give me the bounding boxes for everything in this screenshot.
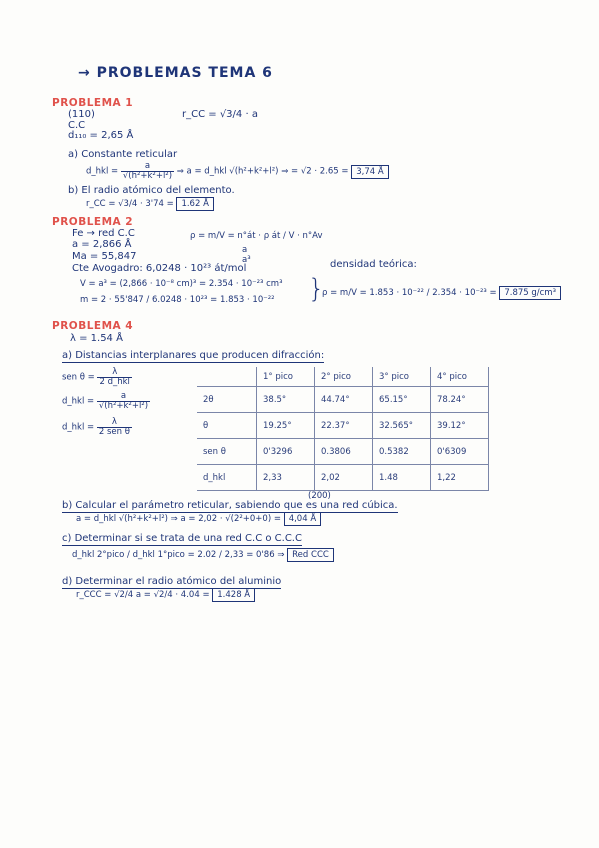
p1-b-result: 1.62 Å	[176, 197, 213, 211]
p4-b-expr: a = d_hkl √(h²+k²+l²) ⇒ a = 2,02 · √(2²+0+0) =	[76, 514, 281, 524]
p4-dhkl-frac	[97, 392, 150, 410]
p4-c-label-text: c) Determinar si se trata de una red C.C o C.C.C	[62, 533, 302, 544]
p2-line-4: Cte Avogadro: 6,0248 · 10²³ át/mol	[72, 263, 247, 274]
table-cell: 1,22	[431, 465, 489, 491]
table-cell: 65.15°	[373, 387, 431, 413]
problem-2-heading: PROBLEMA 2	[52, 216, 134, 228]
p4-dhkl-formula	[62, 392, 150, 410]
p4-dhkl2-lhs: d_hkl =	[62, 422, 95, 433]
p1-miller-index: (110)	[68, 109, 95, 120]
diffraction-table	[197, 367, 489, 491]
table-cell: 39.12°	[431, 413, 489, 439]
p4-a-label-text: a) Distancias interplanares que producen difracción:	[62, 350, 325, 361]
p2-mass-formula: m = 2 · 55'847 / 6.0248 · 10²³ = 1.853 · 10⁻²²	[80, 295, 275, 305]
table-header-row	[197, 367, 489, 387]
p2-rho-expr: ρ = m/V = 1.853 · 10⁻²² / 2.354 · 10⁻²³ =	[322, 288, 497, 298]
p4-dhkl-bragg-formula	[62, 418, 132, 436]
table-cell: 32.565°	[373, 413, 431, 439]
p1-part-b-formula	[86, 200, 214, 209]
table-header-cell	[197, 367, 257, 387]
problem-1-heading: PROBLEMA 1	[52, 97, 134, 109]
p4-part-a-label	[62, 351, 324, 361]
p2-rho-result: 7.875 g/cm³	[499, 286, 561, 300]
page-title: → PROBLEMAS TEMA 6	[78, 65, 273, 81]
p1-a-rhs: ⇒ = √2 · 2.65 =	[281, 166, 349, 177]
table-row-label: sen θ	[197, 439, 257, 465]
table-cell: 0'3296	[257, 439, 315, 465]
p4-part-b-label	[62, 501, 398, 511]
p4-c-expr: d_hkl 2°pico / d_hkl 1°pico = 2.02 / 2,33 = 0'86 ⇒	[72, 550, 285, 560]
table-cell: 2,33	[257, 465, 315, 491]
p1-a-lhs: d_hkl =	[86, 166, 119, 177]
p4-part-b-formula	[76, 515, 321, 524]
table-header-cell: 2° pico	[315, 367, 373, 387]
p1-part-b-label: b) El radio atómico del elemento.	[68, 185, 235, 196]
p1-b-expr: r_CC = √3/4 · 3'74 =	[86, 199, 174, 209]
p4-d-result: 1.428 Å	[212, 588, 255, 602]
p1-structure: C.C	[68, 120, 86, 131]
table-cell: 0.5382	[373, 439, 431, 465]
table-cell: 38.5°	[257, 387, 315, 413]
p1-a-fraction	[121, 162, 174, 180]
p2-line-3: Ma = 55,847	[72, 251, 137, 262]
table-header-cell: 3° pico	[373, 367, 431, 387]
p4-dhkl2-den: 2 sen θ	[98, 426, 130, 437]
p4-sen-lhs: sen θ =	[62, 372, 95, 383]
p2-brace: }	[308, 274, 325, 304]
p2-density-formula: ρ = m/V = n°át · ρ át / V · n°Av	[190, 231, 323, 241]
table-cell: 0'6309	[431, 439, 489, 465]
p4-c-result: Red CCC	[287, 548, 334, 562]
p4-sen-frac	[97, 368, 131, 386]
p2-line-2: a = 2,866 Å	[72, 239, 132, 250]
p1-part-a-formula	[86, 162, 389, 180]
p4-b-result: 4,04 Å	[284, 512, 321, 526]
table-cell: 44.74°	[315, 387, 373, 413]
table-header-cell: 4° pico	[431, 367, 489, 387]
p4-part-c-formula	[72, 551, 334, 560]
p2-rho-result-line	[322, 289, 561, 298]
p2-density-note-a: a	[242, 245, 248, 255]
p4-sen-num: λ	[97, 368, 131, 378]
problem-4-heading: PROBLEMA 4	[52, 320, 134, 332]
table-cell: 1.48	[373, 465, 431, 491]
table-row	[197, 439, 489, 465]
table-cell: 0.3806	[315, 439, 373, 465]
p4-d-expr: r_CCC = √2/4 a = √2/4 · 4.04 =	[76, 590, 210, 600]
p4-dhkl2-num: λ	[97, 418, 132, 428]
p1-a-num: a	[121, 162, 174, 172]
table-row-label: θ	[197, 413, 257, 439]
p1-part-a-label: a) Constante reticular	[68, 149, 178, 160]
p1-a-mid: ⇒ a = d_hkl √(h²+k²+l²)	[176, 166, 279, 177]
table-cell: 19.25°	[257, 413, 315, 439]
table-cell: 22.37°	[315, 413, 373, 439]
p2-density-note-a3: a³	[242, 255, 251, 265]
p2-volume-formula: V = a³ = (2,866 · 10⁻⁸ cm)³ = 2.354 · 10⁻²³ cm³	[80, 279, 283, 289]
table-row-label: d_hkl	[197, 465, 257, 491]
p1-d110: d₁₁₀ = 2,65 Å	[68, 130, 134, 141]
p4-b-label-text: b) Calcular el parámetro reticular, sabiendo que es una red cúbica.	[62, 500, 398, 511]
p4-d-label-text: d) Determinar el radio atómico del aluminio	[62, 576, 282, 587]
table-cell: 78.24°	[431, 387, 489, 413]
p1-a-result: 3,74 Å	[351, 165, 388, 179]
p2-line-1: Fe → red C.C	[72, 228, 135, 239]
p4-sen-den: 2 d_hkl	[99, 376, 130, 387]
p2-theoretical-density-label: densidad teórica:	[330, 259, 417, 270]
table-cell: 2,02	[315, 465, 373, 491]
table-row	[197, 465, 489, 491]
p1-a-den: √(h²+k²+l²)	[122, 170, 173, 181]
p4-part-c-label	[62, 534, 302, 544]
table-row	[197, 413, 489, 439]
p4-dhkl-den: √(h²+k²+l²)	[98, 400, 149, 411]
p1-radius-relation: r_CC = √3/4 · a	[182, 109, 258, 120]
table-row-label: 2θ	[197, 387, 257, 413]
p4-wavelength: λ = 1.54 Å	[70, 333, 123, 344]
p4-b-note: (200)	[308, 491, 331, 501]
table-header-cell: 1° pico	[257, 367, 315, 387]
p4-dhkl-lhs: d_hkl =	[62, 396, 95, 407]
p4-bragg-formula	[62, 368, 132, 386]
table-row	[197, 387, 489, 413]
p4-dhkl2-frac	[97, 418, 132, 436]
p4-part-d-formula	[76, 591, 255, 600]
p4-dhkl-num: a	[97, 392, 150, 402]
p4-part-d-label	[62, 577, 281, 587]
